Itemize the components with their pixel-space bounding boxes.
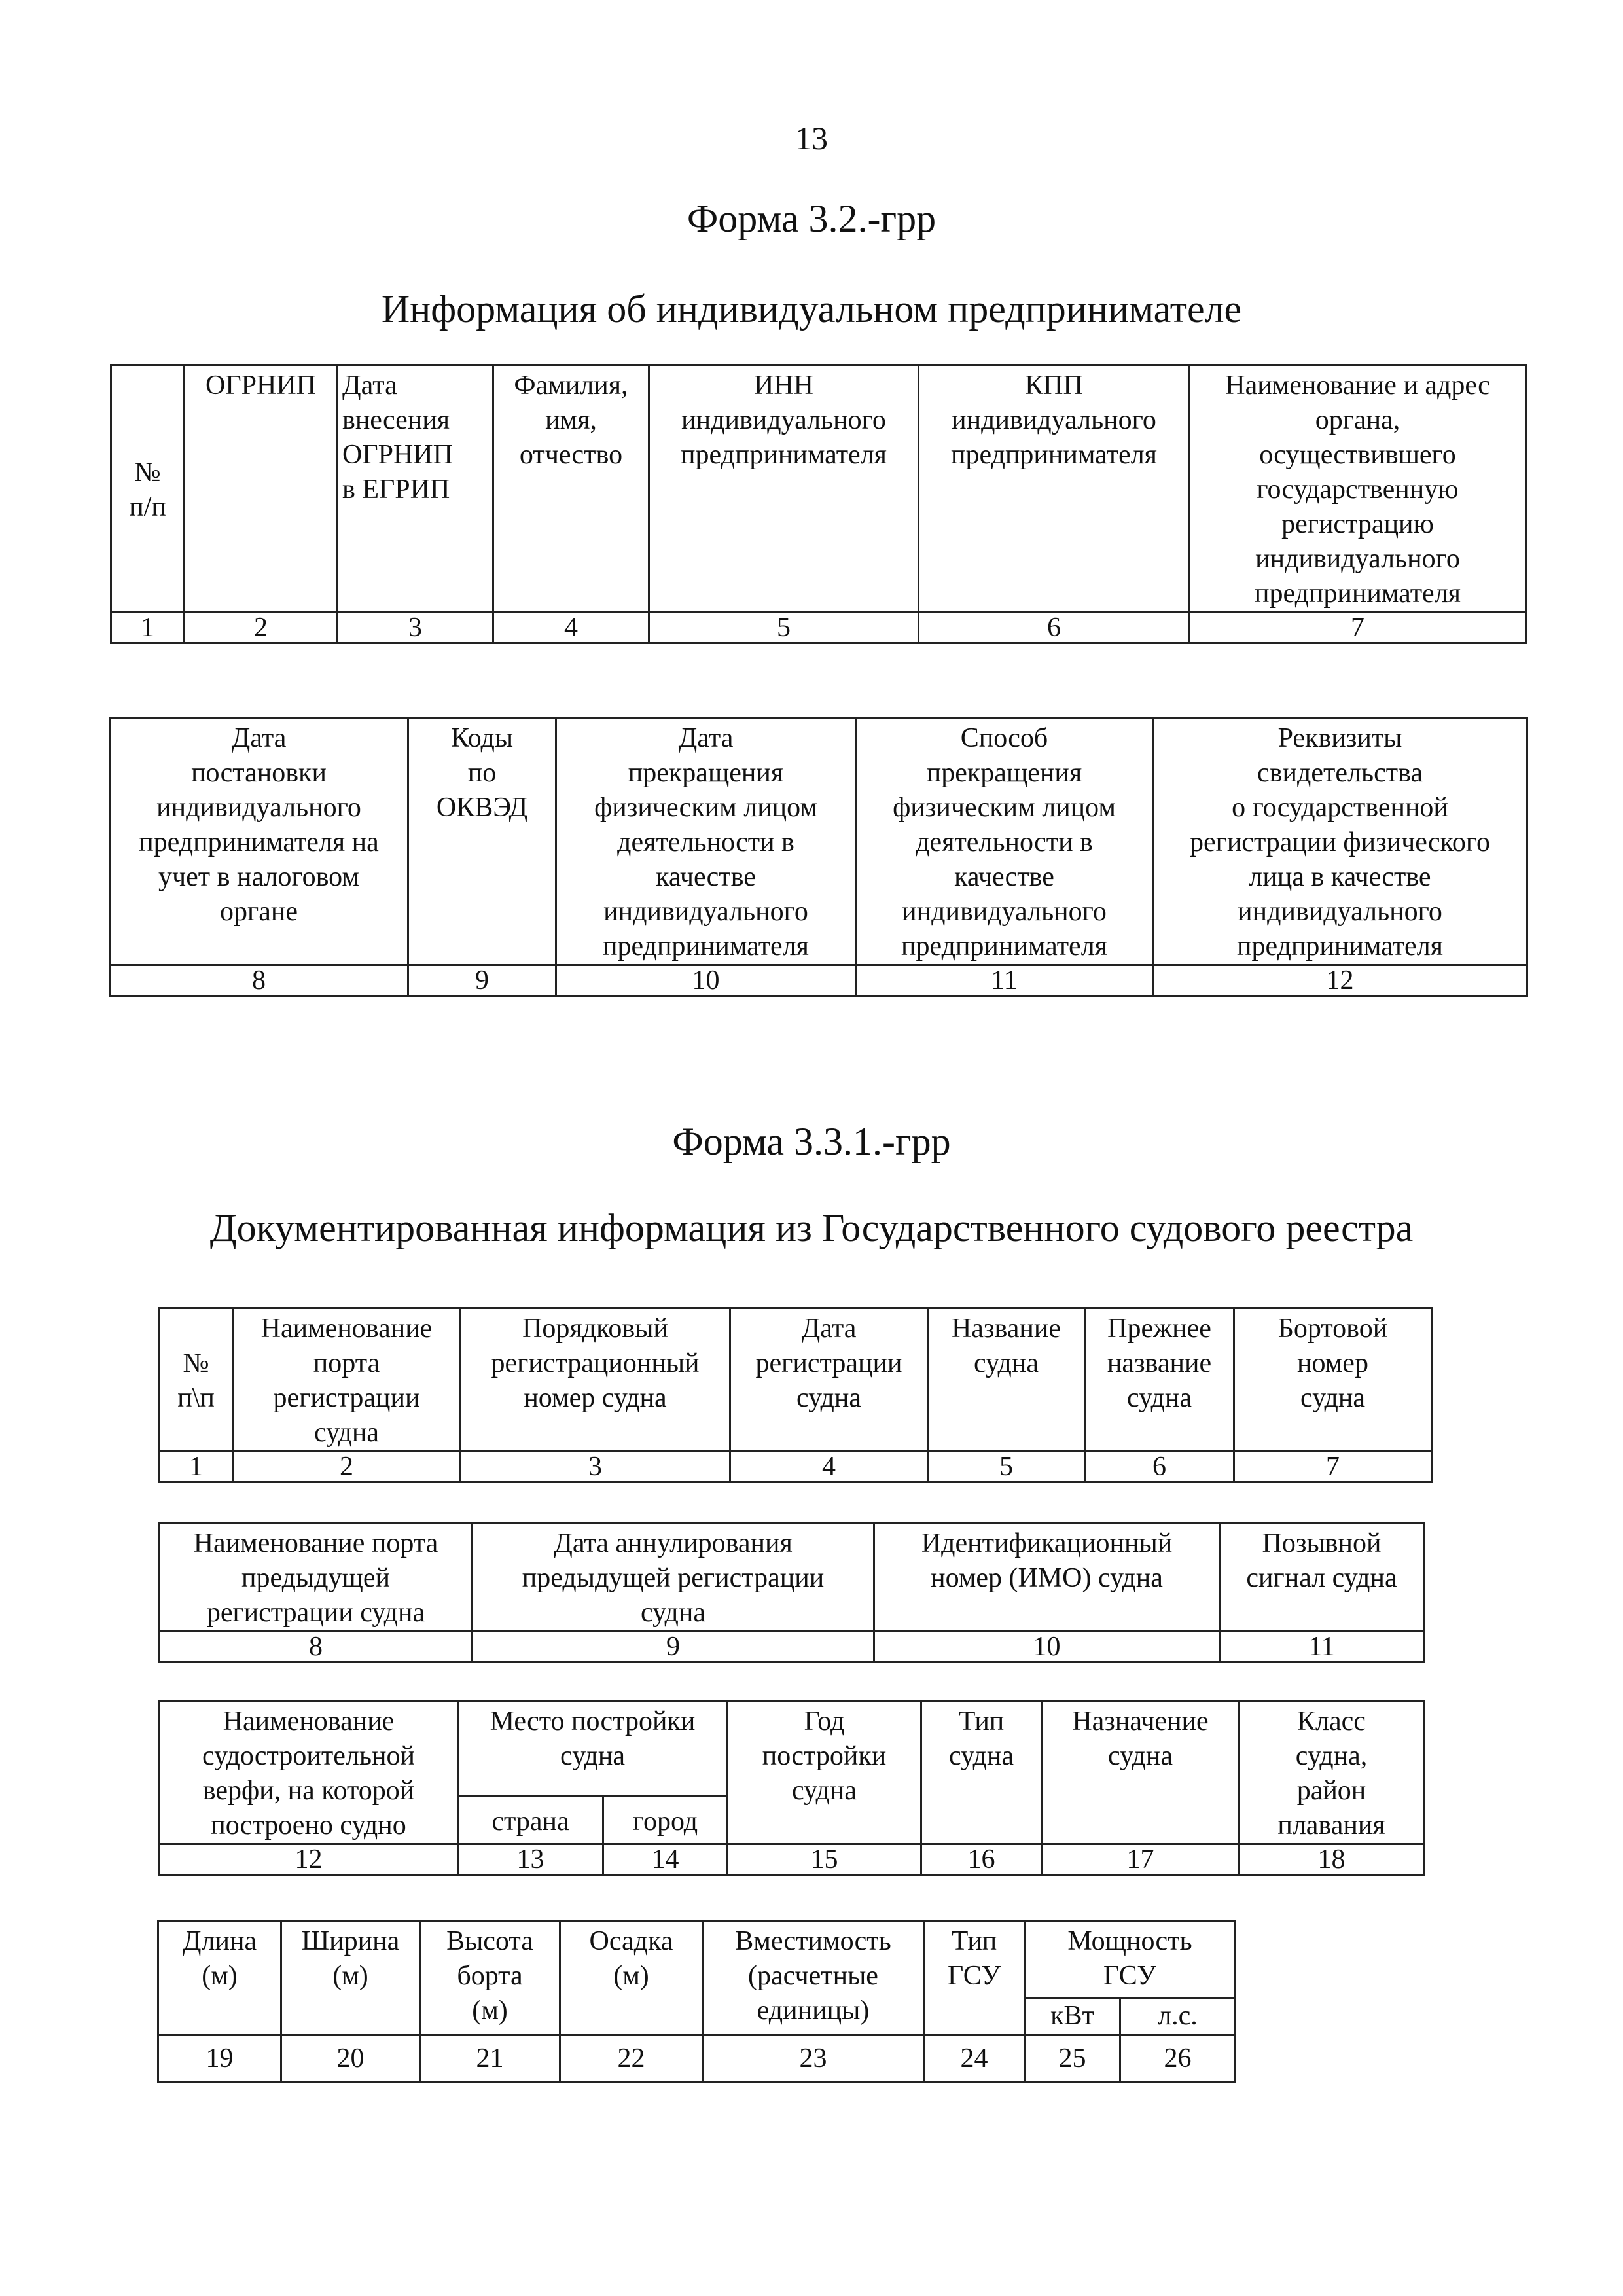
ship-registry-table-2	[158, 1522, 1425, 1663]
column-number: 23	[703, 2035, 924, 2082]
header-engine-power: Мощность ГСУ	[1025, 1921, 1236, 1998]
column-number: 20	[281, 2035, 420, 2082]
column-number: 4	[730, 1452, 928, 1482]
header-draft: Осадка (м)	[560, 1921, 703, 2035]
column-number: 2	[233, 1452, 461, 1482]
header-build-place: Место постройки судна	[458, 1701, 728, 1797]
ship-registry-table-3	[158, 1700, 1425, 1876]
form-3-3-1-title: Форма 3.3.1.-грр	[672, 1120, 951, 1163]
column-number: 5	[649, 613, 919, 643]
column-number: 15	[728, 1844, 921, 1875]
column-number: 8	[110, 965, 408, 996]
header-registration-serial-number: Порядковый регистрационный номер судна	[461, 1308, 730, 1452]
header-imo-number: Идентификационный номер (ИМО) судна	[874, 1523, 1220, 1632]
header-termination-date: Дата прекращения физическим лицом деятельности в качестве индивидуального предпринимателя	[556, 718, 856, 965]
column-number: 24	[924, 2035, 1025, 2082]
header-registering-authority: Наименование и адрес органа, осуществившего государственную регистрацию индивидуального предпринимателя	[1190, 365, 1526, 613]
column-number: 18	[1240, 1844, 1424, 1875]
header-tax-registration-date: Дата постановки индивидуального предпринимателя на учет в налоговом органе	[110, 718, 408, 965]
column-number: 3	[461, 1452, 730, 1482]
header-previous-registration-port: Наименование порта предыдущей регистрации судна	[160, 1523, 473, 1632]
header-board-height: Высота борта (м)	[420, 1921, 560, 2035]
ip-info-table-1	[110, 364, 1527, 644]
header-previous-registration-cancellation-date: Дата аннулирования предыдущей регистрации судна	[473, 1523, 874, 1632]
column-number: 26	[1120, 2035, 1236, 2082]
column-number: 1	[111, 613, 185, 643]
column-number: 12	[1153, 965, 1527, 996]
column-number: 7	[1234, 1452, 1432, 1482]
header-vessel-name: Название судна	[928, 1308, 1085, 1452]
header-ogrnip-date: Дата внесения ОГРНИП в ЕГРИП	[338, 365, 493, 613]
form-3-2-subtitle: Информация об индивидуальном предпринимателе	[381, 287, 1242, 331]
column-number: 3	[338, 613, 493, 643]
header-length: Длина (м)	[158, 1921, 281, 2035]
ship-registry-table-1	[158, 1307, 1433, 1483]
header-termination-method: Способ прекращения физическим лицом деятельности в качестве индивидуального предпринимателя	[856, 718, 1153, 965]
column-number: 9	[408, 965, 556, 996]
header-shipyard: Наименование судостроительной верфи, на которой построено судно	[160, 1701, 458, 1844]
header-kpp: КПП индивидуального предпринимателя	[919, 365, 1190, 613]
header-vessel-type: Тип судна	[921, 1701, 1042, 1844]
column-number: 17	[1042, 1844, 1240, 1875]
header-former-vessel-name: Прежнее название судна	[1085, 1308, 1234, 1452]
header-engine-type: Тип ГСУ	[924, 1921, 1025, 2035]
header-build-country: страна	[458, 1797, 603, 1844]
header-inn: ИНН индивидуального предпринимателя	[649, 365, 919, 613]
form-3-2-title: Форма 3.2.-грр	[687, 197, 936, 240]
header-full-name: Фамилия, имя, отчество	[493, 365, 649, 613]
header-certificate-details: Реквизиты свидетельства о государственной регистрации физического лица в качестве индивидуального предпринимателя	[1153, 718, 1527, 965]
header-registration-port: Наименование порта регистрации судна	[233, 1308, 461, 1452]
column-number: 1	[160, 1452, 233, 1482]
header-capacity: Вместимость (расчетные единицы)	[703, 1921, 924, 2035]
header-build-city: город	[603, 1797, 728, 1844]
column-number: 4	[493, 613, 649, 643]
column-number: 5	[928, 1452, 1085, 1482]
ip-info-table-2	[109, 717, 1528, 997]
column-number: 22	[560, 2035, 703, 2082]
header-okved-codes: Коды по ОКВЭД	[408, 718, 556, 965]
column-number: 10	[556, 965, 856, 996]
column-number: 6	[919, 613, 1190, 643]
form-3-3-1-subtitle: Документированная информация из Государственного судового реестра	[209, 1206, 1414, 1249]
column-number: 11	[1220, 1632, 1424, 1662]
page-number: 13	[795, 120, 828, 156]
column-number: 12	[160, 1844, 458, 1875]
header-number: № п/п	[111, 365, 185, 613]
header-registration-date: Дата регистрации судна	[730, 1308, 928, 1452]
column-number: 25	[1025, 2035, 1120, 2082]
column-number: 16	[921, 1844, 1042, 1875]
column-number: 14	[603, 1844, 728, 1875]
column-number: 2	[185, 613, 338, 643]
header-build-year: Год постройки судна	[728, 1701, 921, 1844]
header-number: № п\п	[160, 1308, 233, 1452]
header-ogrnip: ОГРНИП	[185, 365, 338, 613]
column-number: 21	[420, 2035, 560, 2082]
column-number: 7	[1190, 613, 1526, 643]
column-number: 8	[160, 1632, 473, 1662]
header-call-sign: Позывной сигнал судна	[1220, 1523, 1424, 1632]
header-width: Ширина (м)	[281, 1921, 420, 2035]
header-vessel-class: Класс судна, район плавания	[1240, 1701, 1424, 1844]
column-number: 9	[473, 1632, 874, 1662]
column-number: 11	[856, 965, 1153, 996]
column-number: 13	[458, 1844, 603, 1875]
ship-registry-table-4	[157, 1920, 1236, 2083]
header-power-hp: л.с.	[1120, 1998, 1236, 2035]
column-number: 10	[874, 1632, 1220, 1662]
column-number: 19	[158, 2035, 281, 2082]
header-hull-number: Бортовой номер судна	[1234, 1308, 1432, 1452]
column-number: 6	[1085, 1452, 1234, 1482]
header-vessel-purpose: Назначение судна	[1042, 1701, 1240, 1844]
header-power-kw: кВт	[1025, 1998, 1120, 2035]
